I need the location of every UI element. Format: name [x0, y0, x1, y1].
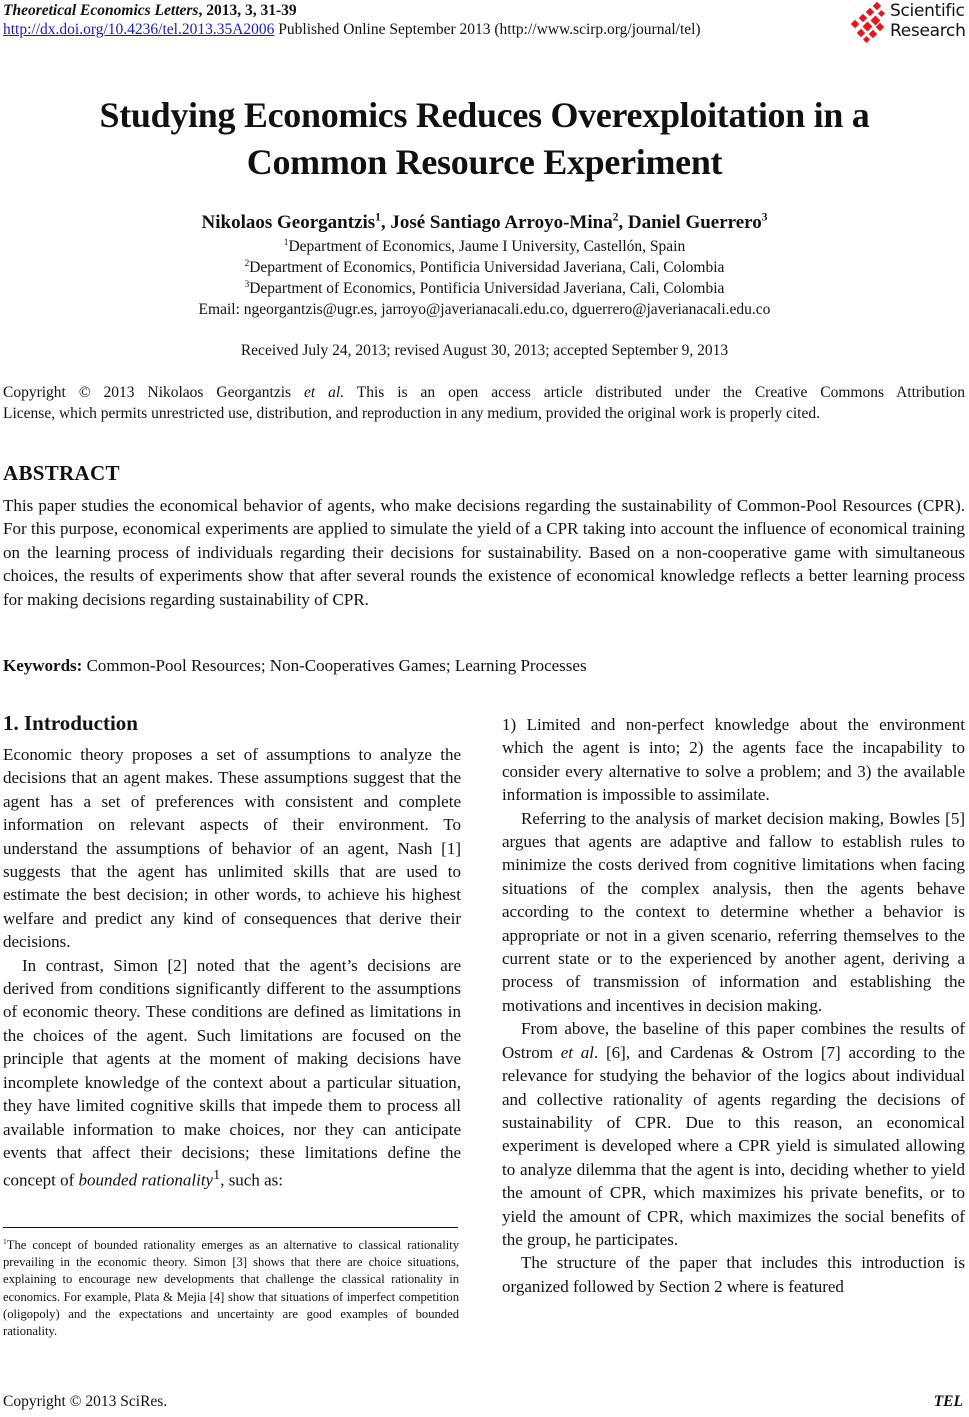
paragraph: In contrast, Simon [2] noted that the agent’s decisions are derived from conditions significantly different to the assumptions of economic theory. These conditions are defined as limitations in the choices of the agent. Such limitations are focused on the principle that agents at the moment of making decisions have incomplete knowledge of the context about a particular situation, they have limited cognitive skills that impede them to process all available information to make choices, nor they can anticipate events that affect their decisions; these limitations define the concept of bounded rationality$^1$, such as: [3, 955, 461, 1190]
affiliation-line [0, 280, 969, 298]
doi-line [3, 21, 701, 39]
author-list [0, 212, 969, 234]
et-al: et al. [304, 384, 345, 401]
affiliation-line [0, 259, 969, 277]
footnote [3, 1237, 459, 1340]
author-name: Nikolaos Georgantzis [201, 212, 376, 233]
journal-volume: , 2013, 3, 31-39 [198, 2, 297, 19]
paragraph: 1) Limited and non-perfect knowledge about the environment which the agent is into; 2) the agents face the incapability to consider every alternative to solve a problem; and 3) the available information is impossible to assimilate. [502, 715, 965, 805]
scientific-research-logo [846, 2, 969, 44]
footnote-marker[interactable]: 1 [213, 1167, 221, 1184]
affiliation-text: Department of Economics, Pontificia Universidad Javeriana, Cali, Colombia [249, 280, 725, 297]
logo-line-2: Research [890, 21, 966, 41]
left-column [3, 743, 461, 1192]
paragraph: Referring to the analysis of market decision making, Bowles [5] argues that agents are adaptive and fallow to establish rules to minimize the costs derived from cognitive limitations when facing situations of the complex analysis, then the agents behave according to the context to determine whether a behavior is appropriate or not in a given scenario, referring themselves to the current state or to the experienced by another agent, deriving a process of transmission of information and establishing the motivations and incentives in decision making. [502, 808, 965, 1015]
paragraph: From above, the baseline of this paper combines the results of Ostrom et al. [6], and Cardenas & Ostrom [7] according to the relevance for studying the behavior of the logics about individual and collective rationality of agents regarding the decisions of sustainability of CPR. Due to this reason, an economical experiment is developed where a CPR yield is simulated allowing to analyze dilemma that the agent is into, deciding whether to yield the amount of CPR, which maximizes his private benefits, or to yield the amount of CPR, which maximizes the social benefits of the group, he participates. [502, 1019, 965, 1249]
author-affiliation-marker: 1 [375, 211, 381, 224]
author-name: José Santiago Arroyo-Mina [390, 212, 613, 233]
keywords-list: Common-Pool Resources; Non-Cooperatives Games; Learning Processes [82, 656, 587, 675]
title-line-2: Common Resource Experiment [246, 142, 723, 182]
author-separator: , [380, 212, 391, 233]
affiliation-marker: 3 [244, 279, 250, 290]
affiliation-line [0, 238, 969, 256]
copyright-notice [3, 382, 965, 424]
keywords-line [3, 656, 587, 676]
affiliation-marker: 1 [283, 237, 289, 248]
footnote-divider [3, 1227, 458, 1228]
abstract-heading: ABSTRACT [3, 461, 120, 485]
footnote-number: 1 [3, 1236, 7, 1246]
doi-link[interactable]: http://dx.doi.org/10.4236/tel.2013.35A2006 [3, 21, 275, 38]
author-separator: , [618, 212, 628, 233]
logo-wordmark [890, 1, 966, 41]
footnote-text: The concept of bounded rationality emerges as an alternative to classical rationality prevailing in the economic theory. Simon [3] shows that there are choice situations, explaining to encourage new developments that challenge the classical rationality in economics. For example, Plata & Mejia [4] show that situations of imperfect competition (oligopoly) and the expectations and uncertainty are good examples of bounded rationality. [3, 1238, 459, 1339]
et-al: et al [560, 1042, 595, 1062]
journal-citation [3, 2, 297, 20]
title-line-1: Studying Economics Reduces Overexploitation in a [99, 95, 870, 135]
footer-journal-abbrev: TEL [933, 1393, 963, 1410]
copyright-line-1: Copyright © 2013 Nikolaos Georgantzis et al. This is an open access article distributed under the Creative Commons Attribution [3, 384, 965, 401]
logo-line-1: Scientific [890, 1, 965, 21]
journal-name: Theoretical Economics Letters [3, 2, 199, 19]
received-dates: Received July 24, 2013; revised August 30, 2013; accepted September 9, 2013 [240, 342, 729, 359]
copyright-line-2: License, which permits unrestricted use, distribution, and reproduction in any medium, provided the original work is properly cited. [3, 405, 820, 422]
paper-title [0, 92, 969, 186]
paragraph: Economic theory proposes a set of assumptions to analyze the decisions that an agent makes. These assumptions suggest that the agent has a set of preferences with consistent and complete information on relevant aspects of their environment. To understand the assumptions of behavior of an agent, Nash [1] suggests that the agent has unlimited skills that are used to estimate the best decision; in other words, to achieve his highest welfare and predict any kind of consequences that derive their decisions. [3, 745, 461, 952]
diamond-cluster-logo-icon [846, 2, 888, 44]
email-line: Email: ngeorgantzis@ugr.es, jarroyo@javerianacali.edu.co, dguerrero@javerianacali.edu.co [198, 301, 771, 318]
author-affiliation-marker: 3 [761, 211, 768, 224]
affiliation-text: Department of Economics, Jaume I University, Castellón, Spain [288, 238, 686, 255]
author-affiliation-marker: 2 [612, 211, 619, 224]
section-heading-introduction: 1. Introduction [3, 711, 138, 735]
keywords-label: Keywords: [3, 656, 83, 675]
author-name: Daniel Guerrero [627, 212, 762, 233]
published-online-text: Published Online September 2013 (http://www.scirp.org/journal/tel) [274, 21, 701, 38]
footer-copyright: Copyright © 2013 SciRes. [3, 1393, 168, 1410]
right-column [502, 713, 965, 1298]
abstract-body: This paper studies the economical behavior of agents, who make decisions regarding the sustainability of Common-Pool Resources (CPR). For this purpose, economical experiments are applied to simulate the yield of a CPR taking into account the influence of economical training on the learning process of individuals regarding their decisions for sustainability. Based on a non-cooperative game with simultaneous choices, the results of experiments show that after several rounds the existence of economical knowledge reflects a better learning process for making decisions regarding sustainability of CPR. [3, 496, 965, 609]
affiliation-marker: 2 [244, 258, 250, 269]
paragraph: The structure of the paper that includes this introduction is organized followed by Section 2 where is featured [502, 1253, 965, 1296]
affiliation-text: Department of Economics, Pontificia Universidad Javeriana, Cali, Colombia [249, 259, 725, 276]
emphasis-bounded-rationality: bounded rationality [78, 1170, 214, 1190]
